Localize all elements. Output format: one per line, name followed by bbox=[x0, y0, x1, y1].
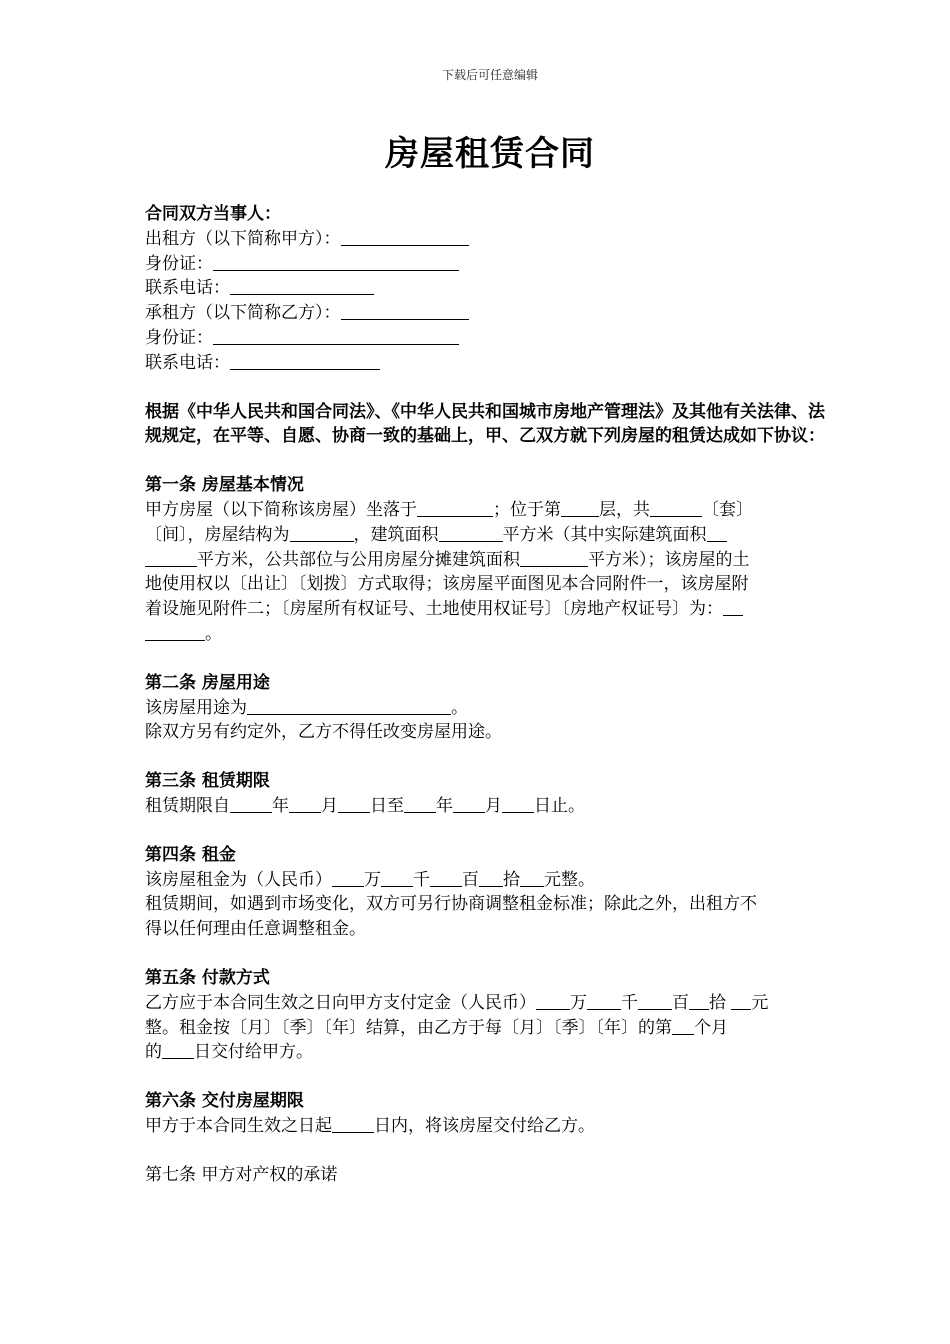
start-year-blank[interactable] bbox=[230, 795, 272, 813]
pay-day-blank[interactable] bbox=[162, 1041, 194, 1059]
area-blank[interactable] bbox=[439, 524, 503, 542]
deposit-bai-blank[interactable] bbox=[638, 992, 672, 1010]
lessor-line: 出租方（以下简称甲方）： bbox=[145, 227, 837, 252]
article-4-line-3: 得以任何理由任意调整租金。 bbox=[145, 919, 366, 940]
end-year-blank[interactable] bbox=[404, 795, 436, 813]
article-2-title: 第二条 房屋用途 bbox=[145, 672, 270, 693]
deposit-wan-blank[interactable] bbox=[536, 992, 570, 1010]
article-1-line-3: 平方米，公共部位与公用房屋分摊建筑面积 平方米）；该房屋的土 bbox=[145, 548, 837, 573]
lessor-phone-blank[interactable] bbox=[230, 277, 374, 295]
end-day-blank[interactable] bbox=[502, 795, 534, 813]
article-6-line-1: 甲方于本合同生效之日起 日内，将该房屋交付给乙方。 bbox=[145, 1115, 595, 1136]
lessor-id-blank[interactable] bbox=[213, 253, 459, 271]
deposit-shi-blank[interactable] bbox=[689, 992, 709, 1010]
structure-blank[interactable] bbox=[290, 524, 354, 542]
lessee-id-line: 身份证： bbox=[145, 326, 837, 351]
lessee-phone-line: 联系电话： bbox=[145, 351, 837, 376]
article-1-line-2: 〔间〕，房屋结构为 ，建筑面积 平方米（其中实际建筑面积 bbox=[145, 523, 837, 548]
lessor-blank[interactable] bbox=[341, 228, 469, 246]
certificate-blank-b[interactable] bbox=[145, 623, 205, 641]
article-4-line-1: 该房屋租金为（人民币） 万 千 百 拾 元整。 bbox=[145, 869, 595, 890]
rent-yuan-blank[interactable] bbox=[520, 869, 544, 887]
article-1-title: 第一条 房屋基本情况 bbox=[145, 475, 304, 496]
usage-blank[interactable] bbox=[247, 697, 451, 715]
article-3-line-1: 租赁期限自 年 月 日至 年 月 日止。 bbox=[145, 795, 585, 816]
rent-wan-blank[interactable] bbox=[332, 869, 364, 887]
article-5-line-2: 整。租金按〔月〕〔季〕〔年〕结算，由乙方于每〔月〕〔季〕〔年〕的第 个月 bbox=[145, 1017, 728, 1038]
handover-days-blank[interactable] bbox=[332, 1115, 374, 1133]
deposit-qian-blank[interactable] bbox=[587, 992, 621, 1010]
article-1-line-4: 地使用权以〔出让〕〔划拨〕方式取得；该房屋平面图见本合同附件一，该房屋附 bbox=[145, 574, 749, 595]
contract-body bbox=[145, 202, 837, 1188]
pay-month-blank[interactable] bbox=[672, 1017, 694, 1035]
lessee-phone-blank[interactable] bbox=[230, 352, 380, 370]
rent-bai-blank[interactable] bbox=[430, 869, 462, 887]
article-5-title: 第五条 付款方式 bbox=[145, 967, 270, 988]
actual-area-blank-b[interactable] bbox=[145, 549, 197, 567]
article-2-line-2: 除双方另有约定外，乙方不得任改变房屋用途。 bbox=[145, 722, 502, 743]
shared-area-blank[interactable] bbox=[520, 549, 588, 567]
article-1-line-6: 。 bbox=[145, 622, 837, 647]
start-month-blank[interactable] bbox=[289, 795, 321, 813]
article-6-title: 第六条 交付房屋期限 bbox=[145, 1091, 304, 1112]
lessor-phone-line: 联系电话： bbox=[145, 276, 837, 301]
rent-shi-blank[interactable] bbox=[479, 869, 503, 887]
document-title: 房屋租赁合同 bbox=[385, 134, 595, 174]
preamble: 根据《中华人民共和国合同法》、《中华人民共和国城市房地产管理法》及其他有关法律、法规规定，在平等、自愿、协商一致的基础上，甲、乙双方就下列房屋的租赁达成如下协议： bbox=[145, 401, 825, 447]
article-4-line-2: 租赁期间，如遇到市场变化，双方可另行协商调整租金标准；除此之外，出租方不 bbox=[145, 894, 757, 915]
article-2-line-1: 该房屋用途为 。 bbox=[145, 697, 468, 718]
article-7-title: 第七条 甲方对产权的承诺 bbox=[145, 1164, 338, 1185]
start-day-blank[interactable] bbox=[338, 795, 370, 813]
article-1-line-1: 甲方房屋（以下简称该房屋）坐落于 ；位于第 层，共 〔套〕 bbox=[145, 499, 753, 520]
lessee-blank[interactable] bbox=[341, 302, 469, 320]
article-4-title: 第四条 租金 bbox=[145, 844, 236, 865]
lessee-line: 承租方（以下简称乙方）： bbox=[145, 301, 837, 326]
floor-blank[interactable] bbox=[561, 499, 599, 517]
article-3-title: 第三条 租赁期限 bbox=[145, 771, 270, 792]
lessor-id-line: 身份证： bbox=[145, 252, 837, 277]
location-blank[interactable] bbox=[417, 499, 493, 517]
actual-area-blank-a[interactable] bbox=[707, 524, 727, 542]
end-month-blank[interactable] bbox=[453, 795, 485, 813]
header-note: 下载后可任意编辑 bbox=[441, 68, 538, 82]
article-5-line-1: 乙方应于本合同生效之日向甲方支付定金（人民币） 万 千 百 拾 元 bbox=[145, 992, 769, 1013]
deposit-yuan-blank[interactable] bbox=[731, 992, 751, 1010]
article-5-line-3: 的 日交付给甲方。 bbox=[145, 1042, 313, 1063]
certificate-blank-a[interactable] bbox=[723, 598, 743, 616]
total-floors-blank[interactable] bbox=[650, 499, 702, 517]
article-1-line-5: 着设施见附件二；〔房屋所有权证号、土地使用权证号〕〔房地产权证号〕为： bbox=[145, 597, 837, 622]
parties-heading: 合同双方当事人： bbox=[145, 204, 281, 224]
lessee-id-blank[interactable] bbox=[213, 327, 459, 345]
rent-qian-blank[interactable] bbox=[381, 869, 413, 887]
